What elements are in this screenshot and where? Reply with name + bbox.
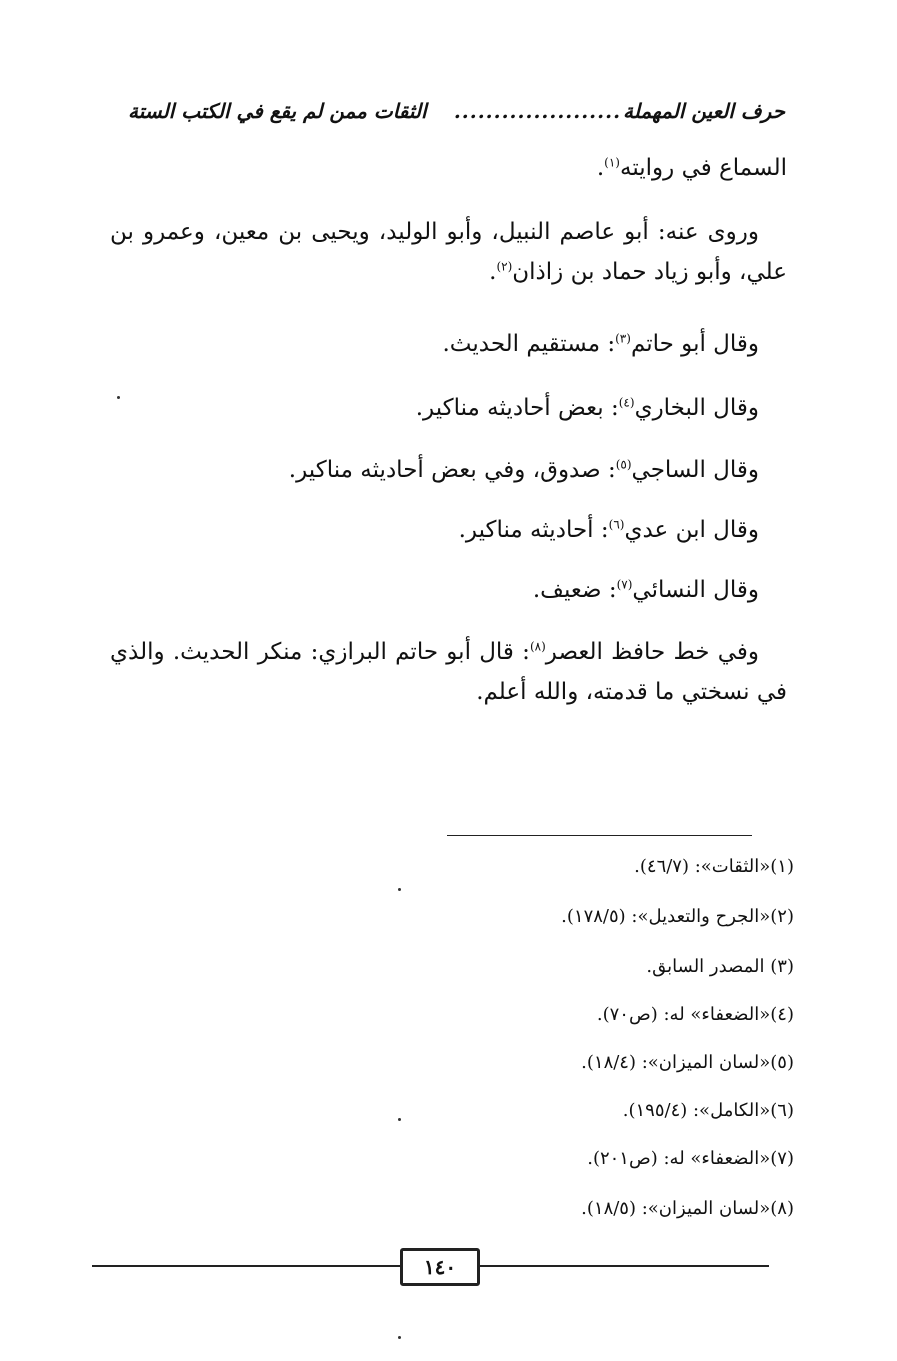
- paragraph-tail: : أحاديثه مناكير.: [458, 517, 609, 543]
- footnote-ref: (٦): [608, 517, 625, 532]
- header-dot-leader: .....................: [453, 99, 622, 123]
- paragraph-tail: : قال أبو حاتم البرازي: منكر الحديث. والذي في نسختي ما قدمته، والله أعلم.: [110, 639, 787, 705]
- footnote-ref: (٧): [616, 577, 633, 592]
- paragraph-tail: .: [489, 259, 497, 285]
- header-book-title: الثقات ممن لم يقع في الكتب الستة: [128, 99, 427, 123]
- footer-rule: [480, 1265, 769, 1267]
- paragraph-text: وقال النسائي: [632, 577, 759, 603]
- footnote-ref: (٣): [615, 331, 631, 346]
- scan-speck: [398, 1118, 401, 1121]
- scan-speck: [398, 888, 401, 891]
- footnote-item: (٣) المصدر السابق.: [646, 956, 794, 977]
- paragraph: [110, 388, 787, 428]
- footnote-item: (٤)«الضعفاء» له: (ص٧٠).: [596, 1004, 794, 1025]
- paragraph: [110, 212, 787, 292]
- footnote-ref: (٨): [529, 639, 546, 654]
- paragraph-text: السماع في روايته: [619, 155, 787, 181]
- scan-speck: [117, 396, 120, 399]
- paragraph-text: وقال الساجي: [631, 457, 759, 483]
- paragraph: [110, 148, 787, 188]
- header-section-title: حرف العين المهملة: [623, 99, 785, 123]
- footnote-ref: (٢): [496, 259, 513, 274]
- footnote-separator: [447, 835, 752, 836]
- paragraph-text: وقال البخاري: [634, 395, 759, 421]
- paragraph-text: وفي خط حافظ العصر: [545, 639, 760, 665]
- paragraph: [110, 570, 787, 610]
- paragraph-text: وقال ابن عدي: [624, 517, 759, 543]
- footnote-ref: (٤): [618, 395, 635, 410]
- footnote-item: (٦)«الكامل»: (١٩٥/٤).: [622, 1100, 794, 1121]
- paragraph-tail: .: [596, 155, 605, 181]
- paragraph: [110, 324, 787, 364]
- footnote-item: (٨)«لسان الميزان»: (١٨/٥).: [581, 1198, 794, 1219]
- paragraph-tail: : بعض أحاديثه مناكير.: [415, 395, 619, 421]
- footnote-item: (٧)«الضعفاء» له: (ص٢٠١).: [587, 1148, 794, 1169]
- paragraph-text: وروى عنه: أبو عاصم النبيل، وأبو الوليد، ويحيى بن معين، وعمرو بن علي، وأبو زياد حماد بن زاذان: [110, 219, 787, 285]
- scan-speck: [398, 1336, 401, 1339]
- paragraph: [110, 632, 787, 712]
- paragraph: [110, 450, 787, 490]
- footnote-item: (١)«الثقات»: (٤٦/٧).: [634, 856, 794, 877]
- page-number: ١٤٠: [400, 1248, 480, 1286]
- paragraph-tail: : ضعيف.: [532, 577, 617, 603]
- paragraph: [110, 510, 787, 550]
- footnote-item: (٢)«الجرح والتعديل»: (١٧٨/٥).: [561, 906, 794, 927]
- running-header: [128, 92, 785, 130]
- paragraph-text: وقال أبو حاتم: [630, 331, 759, 357]
- paragraph-tail: : صدوق، وفي بعض أحاديثه مناكير.: [288, 457, 616, 483]
- footnote-ref: (١): [604, 155, 620, 170]
- paragraph-tail: : مستقيم الحديث.: [442, 331, 616, 357]
- footnote-ref: (٥): [615, 457, 632, 472]
- footnote-item: (٥)«لسان الميزان»: (١٨/٤).: [581, 1052, 794, 1073]
